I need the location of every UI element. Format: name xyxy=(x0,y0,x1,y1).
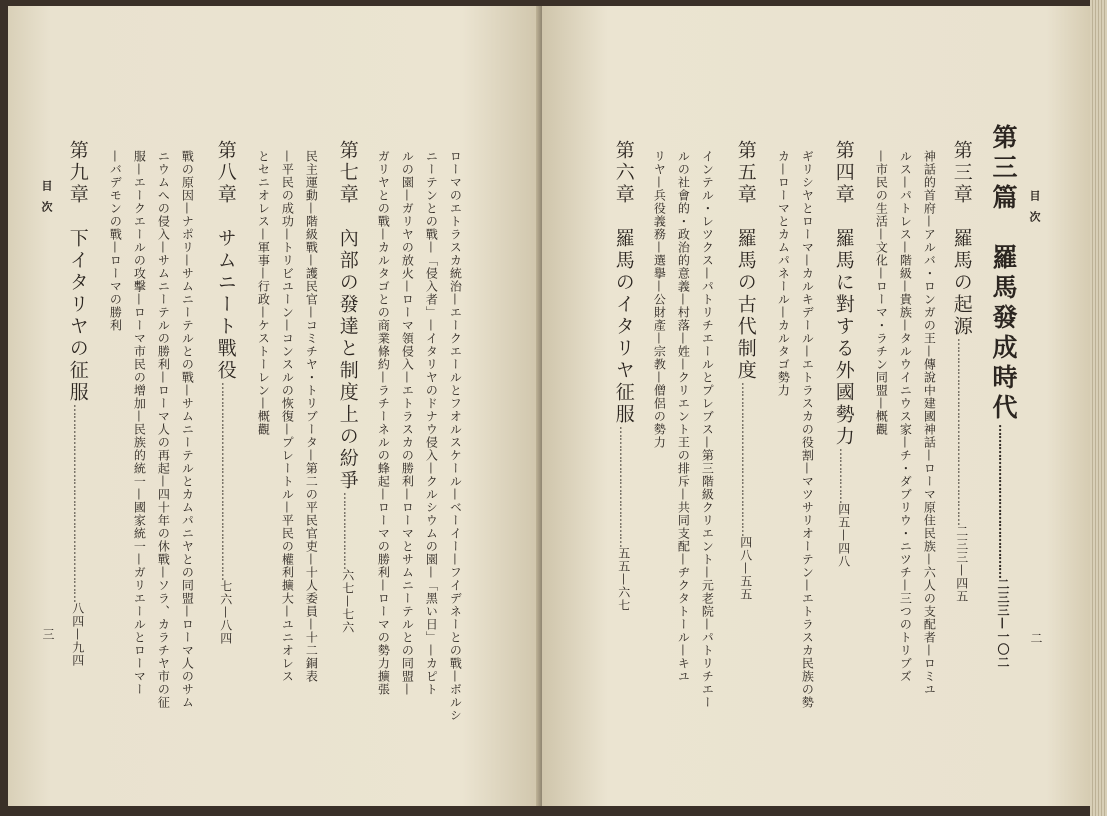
toc-chapter-8 xyxy=(214,140,237,645)
part-pages: 二三三—一〇二 xyxy=(996,578,1010,669)
running-head-left: 目次 xyxy=(40,180,53,222)
chapter-title: 第九章 下イタリヤの征服 xyxy=(66,140,89,404)
chapter-5-summary-line: リヤ—兵役義務—選擧—公財產—宗教—僧侶の勢力 xyxy=(652,150,667,449)
chapter-pages: 四八—五五 xyxy=(738,536,753,601)
chapter-title: 第八章 サムニート戰役 xyxy=(214,140,237,382)
chapter-3-summary-line: —市民の生活—文化—ローマ・ラチン同盟—概觀 xyxy=(874,150,889,436)
part-title xyxy=(988,124,1018,669)
toc-chapter-7 xyxy=(336,140,359,634)
chapter-title: 第六章 羅馬のイタリヤ征服 xyxy=(612,140,635,426)
toc-chapter-9 xyxy=(66,140,89,667)
page-edges xyxy=(1090,0,1107,816)
part-leader: …………………………………… xyxy=(996,424,1010,578)
chapter-3-summary-line: ルス—パトレス—階級—貴族—タルウイニウス家—チ・ダブリウ・ニツチ—三つのトリブズ xyxy=(898,150,913,683)
running-head-right: 目次 xyxy=(1028,190,1041,232)
chapter-leader: …………… xyxy=(836,448,851,503)
chapter-title: 第四章 羅馬に對する外國勢力 xyxy=(832,140,855,448)
chapter-8-summary-line: 戰の原因—ナポリ—サムニーテルとの戰—サムニーテルとカムパニヤとの同盟—ローマ人のサム xyxy=(180,150,195,709)
chapter-leader: ……………………………………………… xyxy=(218,382,233,580)
chapter-pages: 四五—四八 xyxy=(836,503,851,568)
chapter-8-summary-line: ニウムへの侵入—サムニーテルの勝利—ローマ人の再起—四十年の休戰—ソラ、カラチヤ市の征 xyxy=(156,150,171,709)
chapter-leader: …………………………………………… xyxy=(954,338,969,525)
toc-chapter-6 xyxy=(612,140,635,612)
chapter-7-summary-line: 民主運動—階級戰—護民官—コミチヤ・トリブータ—第二の平民官吏—十人委員—十二銅表 xyxy=(304,150,319,683)
chapter-pages: 七六—八四 xyxy=(218,580,233,645)
chapter-5-summary-line: インテル・レツクス—パトリチエールとプレブス—第三階級クリエント—元老院—パトリチエー xyxy=(700,150,715,709)
part-title-text: 第三篇 羅馬發成時代 xyxy=(989,124,1018,424)
chapter-5-summary-line: ルの社會的・政治的意義—村落—姓—クリエント王の排斥—共同支配—ヂクタトール—キユ xyxy=(676,150,691,683)
chapter-6-summary-line: ガリヤとの戰—カルタゴとの商業條約—ラチーネルの蜂起—ローマの勝利—ローマの勢力擴張 xyxy=(376,150,391,696)
chapter-6-summary-line: ニーテンとの戰—「侵入者」—イタリヤのドナウ侵入—クルシウムの園—「黑い日」—カピト xyxy=(424,150,439,696)
chapter-leader: …………………………… xyxy=(616,426,631,547)
toc-chapter-4 xyxy=(832,140,855,568)
chapter-leader: ……………………………………………… xyxy=(70,404,85,602)
chapter-6-summary-line: ルの園—ガリヤの放火—ローマ領侵入—エトラスカの勝利—ローマとサムニーテルとの同盟— xyxy=(400,150,415,696)
chapter-title: 第七章 內部の發達と制度上の紛爭 xyxy=(336,140,359,492)
chapter-4-summary-line: カ—ローマとカムパネール—カルタゴ勢力 xyxy=(776,150,791,397)
chapter-8-summary-line: —バデモンの戰—ローマの勝利 xyxy=(108,150,123,332)
page-number-left: 三 xyxy=(41,628,55,640)
chapter-8-summary-line: 服—エークエールの攻擊—ローマ市民の增加—民族的統一—國家統一—ガリエールとローマー xyxy=(132,150,147,696)
chapter-6-summary-line: ローマのエトラスカ統治—エークエールとフオルスケール—ベーイー—フイデネーとの戰—ボルシ xyxy=(448,150,463,722)
chapter-4-summary-line: ギリシヤとローマ—カルキデール—エトラスカの役割—マツサリオーテン—エトラスカ民族の勢 xyxy=(800,150,815,709)
chapter-title: 第三章 羅馬の起源 xyxy=(950,140,973,338)
chapter-title: 第五章 羅馬の古代制度 xyxy=(734,140,757,382)
chapter-leader: ………………… xyxy=(340,492,355,569)
toc-chapter-5 xyxy=(734,140,757,601)
chapter-7-summary-line: とセニオレス—軍事—行政—ケストーレン—概觀 xyxy=(256,150,271,436)
chapter-pages: 二三三—四五 xyxy=(954,525,969,603)
chapter-pages: 六七—七六 xyxy=(340,569,355,634)
chapter-pages: 八四—九四 xyxy=(70,602,85,667)
chapter-leader: …………………………………… xyxy=(738,382,753,536)
chapter-pages: 五五—六七 xyxy=(616,547,631,612)
chapter-3-summary-line: 神話的首府—アルバ・ロンガの王—傳說中建國神話—ローマ原住民族—六人の支配者—ロミユ xyxy=(922,150,937,696)
toc-chapter-3 xyxy=(950,140,973,603)
chapter-7-summary-line: —平民の成功—トリビユーン—コンスルの恢復—プレートル—平民の權利擴大—ユニオレス xyxy=(280,150,295,683)
page-number-right: 二 xyxy=(1029,632,1043,644)
